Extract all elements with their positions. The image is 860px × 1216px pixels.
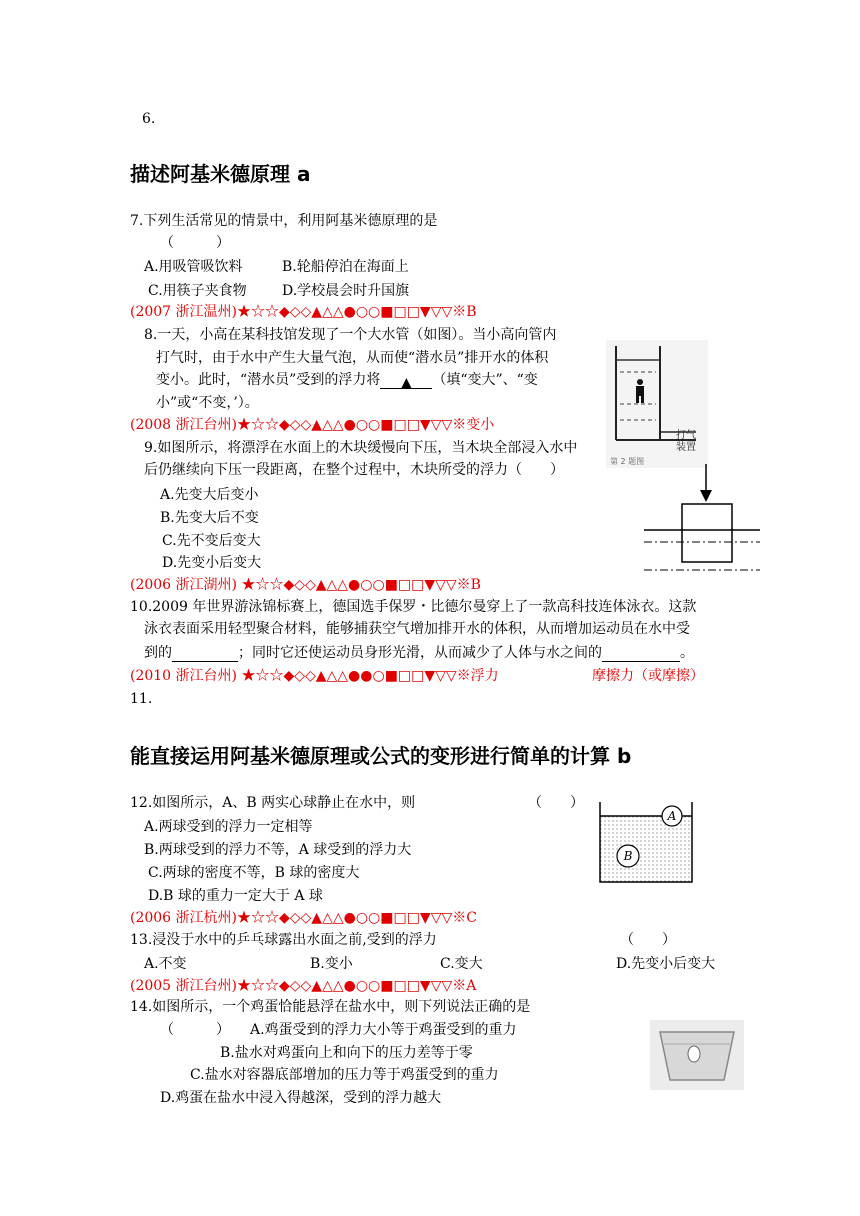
q10-blank-2: [602, 647, 680, 662]
q8-fig-label-1: 打气: [676, 430, 696, 441]
q12-option-b: B.两球受到的浮力不等，A 球受到的浮力大: [144, 842, 412, 858]
q8-answer-blank: ▲: [380, 374, 432, 389]
q7-option-c: C.用筷子夹食物: [148, 283, 247, 299]
q14-option-c: C.盐水对容器底部增加的压力等于鸡蛋受到的重力: [190, 1067, 499, 1083]
q10-line-2: 泳衣表面采用轻型聚合材料，能够捕获空气增加排开水的体积，从而增加运动员在水中受: [144, 621, 690, 637]
q10-line-3c: 。: [680, 645, 694, 661]
q13-source-answer: (2005 浙江台州)★☆☆◆◇◇▲△△●○○■□□▼▽▽※A: [130, 978, 477, 994]
q12-source-answer: (2006 浙江杭州)★☆☆◆◇◇▲△△●○○■□□▼▽▽※C: [130, 910, 477, 926]
q12-answer-paren: （ ）: [528, 795, 584, 811]
ball-a-label: A: [667, 809, 677, 823]
q14-option-b: B.盐水对鸡蛋向上和向下的压力差等于零: [220, 1045, 473, 1061]
question-11-number: 11.: [130, 691, 153, 707]
q14-option-d: D.鸡蛋在盐水中浸入得越深，受到的浮力越大: [160, 1090, 442, 1106]
q10-line-3a: 到的: [144, 645, 172, 661]
q14-stem: 14.如图所示，一个鸡蛋恰能悬浮在盐水中，则下列说法正确的是: [130, 999, 531, 1015]
q8-line-1: 8.一天，小高在某科技馆发现了一个大水管（如图）。当小高向管内: [144, 327, 557, 343]
q7-source-answer: (2007 浙江温州)★☆☆◆◇◇▲△△●○○■□□▼▽▽※B: [130, 304, 477, 320]
q9-option-d: D.先变小后变大: [162, 555, 262, 571]
q8-line-3a: 变小。此时，“潜水员”受到的浮力将: [156, 372, 381, 388]
section-heading-a: 描述阿基米德原理 a: [130, 162, 311, 186]
q10-source-answer: (2010 浙江台州) ★☆☆◆◇◇▲△△●●○■□□▼▽▽※浮力: [130, 668, 499, 684]
q12-option-c: C.两球的密度不等，B 球的密度大: [148, 865, 360, 881]
wood-block-diagram: [640, 462, 764, 576]
question-6-number: 6.: [142, 111, 156, 127]
q9-option-b: B.先变大后不变: [160, 510, 259, 526]
q7-option-d: D.学校晨会时升国旗: [282, 283, 410, 299]
q7-stem: 7.下列生活常见的情景中，利用阿基米德原理的是: [130, 213, 438, 229]
q10-blank-1: [172, 647, 238, 662]
q7-answer-paren: （ ）: [160, 235, 230, 251]
q8-line-3b: （填“变大”、“变: [432, 372, 538, 388]
section-heading-b: 能直接运用阿基米德原理或公式的变形进行简单的计算 b: [130, 744, 632, 768]
q10-line-3b: ；同时它还使运动员身形光滑，从而减少了人体与水之间的: [238, 645, 602, 661]
q9-option-c: C.先不变后变大: [162, 533, 261, 549]
q14-answer-paren: （ ）: [160, 1022, 230, 1038]
q12-option-d: D.B 球的重力一定大于 A 球: [148, 888, 323, 904]
q8-line-2: 打气时，由于水中产生大量气泡，从而使“潜水员”排开水的体积: [156, 350, 549, 366]
q8-water-pipe-figure: [606, 340, 708, 468]
q7-option-b: B.轮船停泊在海面上: [282, 259, 409, 275]
q8-line-3: [156, 371, 538, 389]
water-pipe-diagram: [606, 340, 708, 468]
q13-option-a: A.不变: [144, 956, 187, 972]
q10-line-3: [144, 644, 694, 662]
q13-stem: 13.浸没于水中的乒乓球露出水面之前,受到的浮力: [130, 932, 437, 948]
q9-option-a: A.先变大后变小: [160, 487, 259, 503]
q9-source-answer: (2006 浙江湖州) ★☆☆◆◇◇▲△△●○○■□□▼▽▽※B: [130, 577, 481, 593]
q8-fig-caption: 第 2 题图: [610, 457, 645, 466]
q13-option-c: C.变大: [440, 956, 483, 972]
q10-line-1: 10.2009 年世界游泳锦标赛上，德国选手保罗・比德尔曼穿上了一款高科技连体泳衣。这款: [130, 599, 697, 615]
q9-line-1: 9.如图所示，将漂浮在水面上的木块缓慢向下压，当木块全部浸入水中: [144, 440, 578, 456]
q14-option-a: A.鸡蛋受到的浮力大小等于鸡蛋受到的重力: [250, 1022, 517, 1038]
q12-balls-figure: [596, 800, 696, 884]
q12-option-a: A.两球受到的浮力一定相等: [144, 819, 313, 835]
q8-fig-label-2: 装置: [676, 442, 696, 453]
q7-option-a: A.用吸管吸饮料: [144, 259, 243, 275]
balls-in-water-diagram: [596, 800, 696, 884]
q13-option-b: B.变小: [310, 956, 353, 972]
egg-in-salt-water-diagram: [650, 1020, 744, 1090]
q13-answer-paren: （ ）: [620, 932, 676, 948]
q10-answer-2: 摩擦力（或摩擦）: [592, 668, 704, 684]
q9-line-2: 后仍继续向下压一段距离，在整个过程中，木块所受的浮力（ ）: [144, 462, 564, 478]
q14-egg-figure: [650, 1020, 744, 1090]
ball-b-label: B: [623, 849, 633, 863]
q13-option-d: D.先变小后变大: [616, 956, 716, 972]
q9-wood-block-figure: [640, 462, 764, 576]
q12-stem: 12.如图所示，A、B 两实心球静止在水中，则: [130, 795, 416, 811]
q8-source-answer: (2008 浙江台州)★☆☆◆◇◇▲△△●○○■□□▼▽▽※变小: [130, 417, 495, 433]
q8-line-4: 小”或“不变，’）。: [156, 395, 259, 411]
